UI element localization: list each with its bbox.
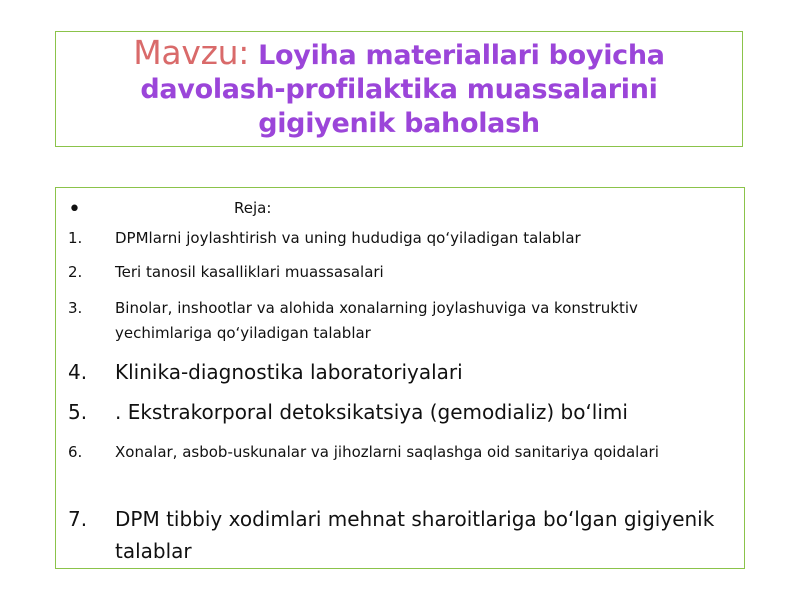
plan-item-number: 6. bbox=[68, 443, 83, 461]
plan-item-text: Xonalar, asbob-uskunalar va jihozlarni saqlashga oid sanitariya qoidalari bbox=[115, 443, 659, 461]
plan-item-number: 7. bbox=[68, 507, 88, 531]
title-text-1: Loyiha materiallari boyicha bbox=[258, 40, 665, 71]
plan-item-text: Teri tanosil kasalliklari muassasalari bbox=[115, 263, 384, 281]
bullet-icon: • bbox=[68, 197, 81, 222]
title-box bbox=[55, 31, 743, 147]
plan-item-number: 4. bbox=[68, 360, 88, 384]
plan-box bbox=[55, 187, 745, 569]
plan-item-number: 3. bbox=[68, 299, 83, 317]
plan-item-number: 2. bbox=[68, 263, 83, 281]
plan-item-text: Klinika-diagnostika laboratoriyalari bbox=[115, 360, 463, 384]
plan-item-text: DPM tibbiy xodimlari mehnat sharoitlariga bo‘lgan gigiyenik talablar bbox=[115, 507, 715, 563]
title-line-3: gigiyenik baholash bbox=[258, 108, 540, 139]
title-line-1 bbox=[56, 33, 742, 73]
plan-item-text: Binolar, inshootlar va alohida xonalarning joylashuviga va konstruktiv yechimlariga qo‘yiladigan talablar bbox=[115, 299, 638, 342]
plan-item-number: 5. bbox=[68, 400, 88, 424]
plan-item-text: . Ekstrakorporal detoksikatsiya (gemodializ) bo‘limi bbox=[115, 400, 628, 424]
plan-item-number: 1. bbox=[68, 229, 83, 247]
title-line-2: davolash-profilaktika muassalarini bbox=[140, 74, 658, 105]
plan-heading: Reja: bbox=[234, 199, 272, 217]
plan-item-text: DPMlarni joylashtirish va uning hududiga qo‘yiladigan talablar bbox=[115, 229, 581, 247]
title-prefix: Mavzu: bbox=[133, 33, 250, 72]
